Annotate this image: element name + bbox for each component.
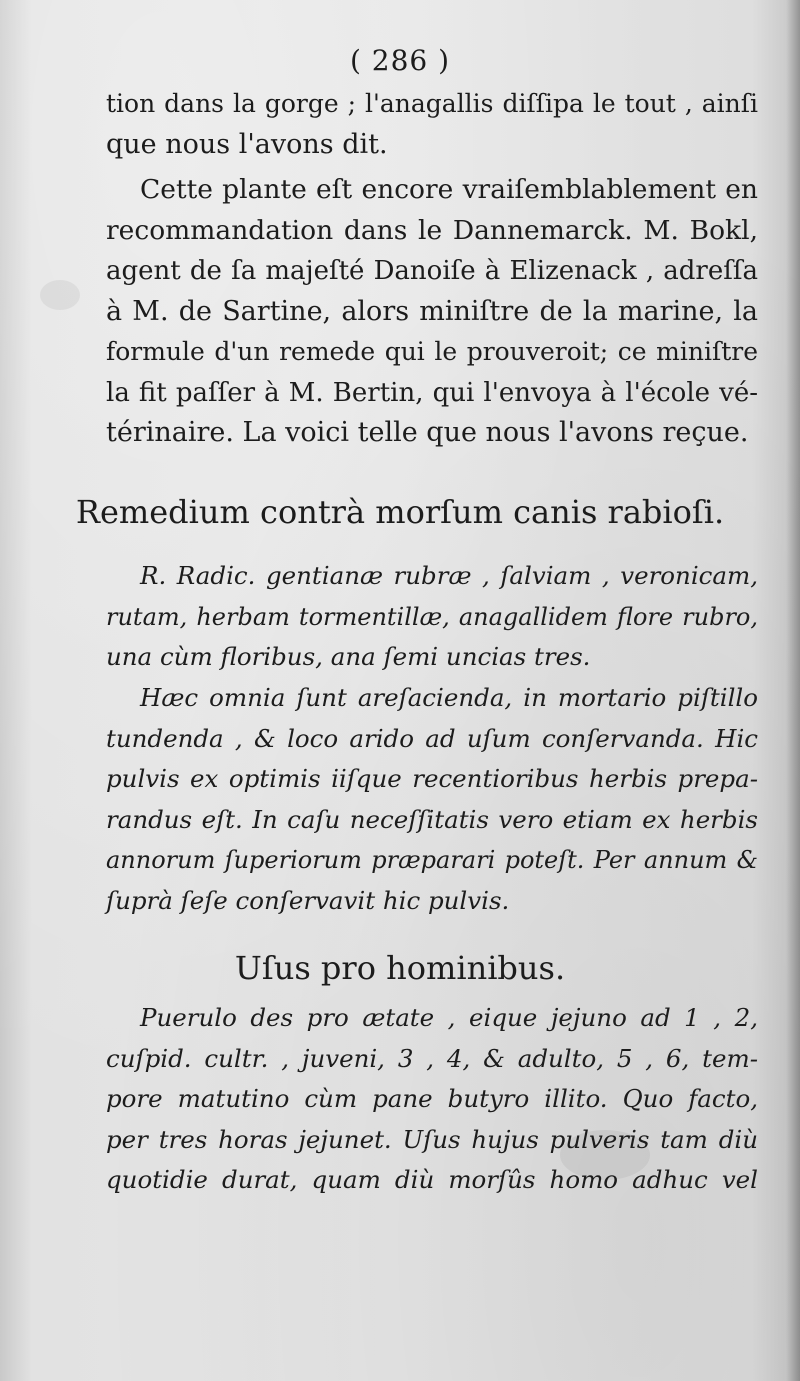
text-line: ſuprà ſeſe conſervavit hic pulvis. [106, 885, 510, 915]
text-line: R. Radic. gentianæ rubræ , ſalviam , veronicam, [140, 561, 758, 590]
text-line: formule d'un remede qui le prouveroit; ce miniſtre [106, 337, 758, 366]
text-line: que nous l'avons dit. [106, 128, 388, 160]
text-line: recommandation dans le Dannemarck. M. Bokl, [106, 214, 758, 246]
latin-recipe-paragraph [106, 556, 758, 678]
text-line: térinaire. La voici telle que nous l'avons reçue. [106, 417, 749, 448]
text-line: pore matutino cùm pane butyro illito. Quo facto, [106, 1084, 758, 1113]
text-line: Hæc omnia ſunt areſacienda, in mortario piſtillo [140, 683, 758, 712]
text-line: la fit paſſer à M. Bertin, qui l'envoya à l'école vé- [106, 377, 758, 408]
text-line: cuſpid. cultr. , juveni, 3 , 4, & adulto, 5 , 6, tem- [106, 1043, 758, 1073]
section-heading-remedium: Remedium contrà morſum canis rabioſi. [75, 493, 725, 531]
section-heading-usus: Uſus pro hominibus. [234, 949, 566, 987]
text-line: quotidie durat, quam diù morſûs homo adhuc vel [106, 1165, 758, 1194]
text-line: randus eſt. In caſu neceſſitatis vero etiam ex herbis [106, 804, 758, 834]
text-line: tundenda , & loco arido ad uſum conſervanda. Hic [106, 723, 758, 753]
text-line: Puerulo des pro ætate , eique jejuno ad 1 , 2, [140, 1003, 758, 1032]
paper-stain [40, 280, 80, 310]
text-line: per tres horas jejunet. Uſus hujus pulveris tam diù [106, 1124, 758, 1154]
text-line: agent de ſa majeſté Danoiſe à Elizenack , adreſſa [106, 256, 758, 286]
text-line: una cùm floribus, ana ſemi uncias tres. [106, 642, 591, 671]
latin-preparation-paragraph [106, 678, 758, 921]
text-line: à M. de Sartine, alors miniſtre de la marine, la [106, 295, 758, 327]
text-line: rutam, herbam tormentillæ, anagallidem flore rubro, [106, 602, 758, 631]
continued-paragraph [106, 84, 758, 165]
latin-dosage-paragraph [106, 998, 758, 1201]
text-line: pulvis ex optimis iiſque recentioribus herbis prepa- [106, 764, 758, 793]
text-line: tion dans la gorge ; l'anagallis diſſipa le tout , ainſi [106, 89, 758, 118]
text-line: annorum ſuperiorum præparari poteſt. Per annum & [106, 846, 758, 874]
text-line: Cette plante eſt encore vraiſemblablement en [140, 174, 758, 205]
page-number-header: ( 286 ) [349, 44, 451, 77]
paragraph-plant-recommendation [106, 170, 758, 454]
